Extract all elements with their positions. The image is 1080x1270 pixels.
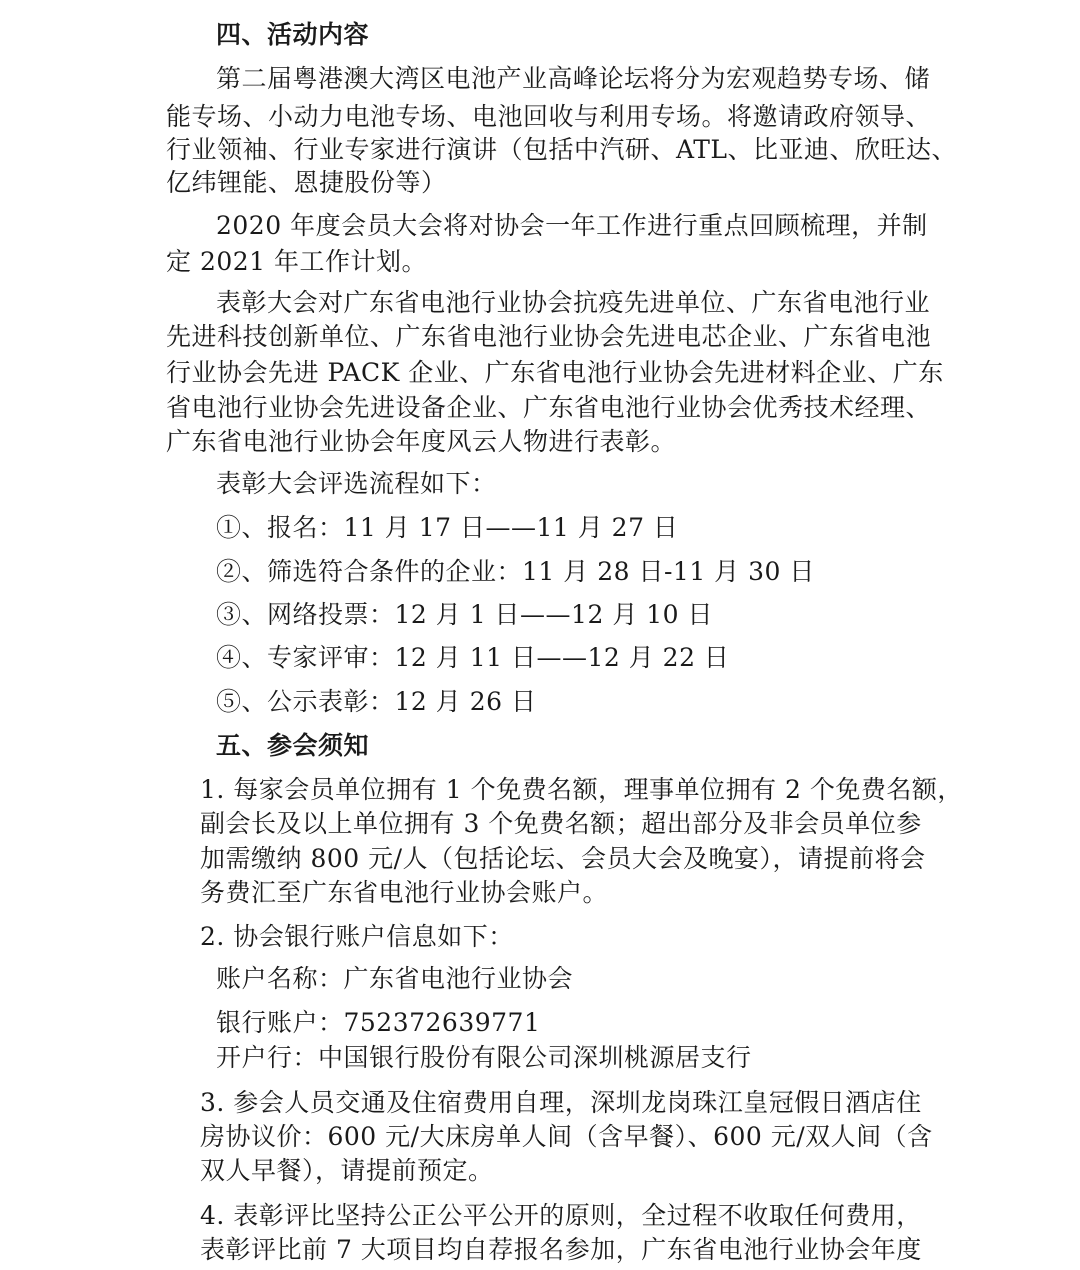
process-step: ①、报名：11 月 17 日——11 月 27 日 xyxy=(216,513,679,542)
notice-item-line: 加需缴纳 800 元/人（包括论坛、会员大会及晚宴），请提前将会 xyxy=(200,844,926,873)
account-number: 银行账户：752372639771 xyxy=(216,1008,541,1037)
process-step: ④、专家评审：12 月 11 日——12 月 22 日 xyxy=(216,643,730,672)
notice-item-line: 务费汇至广东省电池行业协会账户。 xyxy=(200,878,609,907)
paragraph-line: 表彰大会对广东省电池行业协会抗疫先进单位、广东省电池行业 xyxy=(216,288,931,317)
paragraph-line: 省电池行业协会先进设备企业、广东省电池行业协会优秀技术经理、 xyxy=(166,393,932,422)
paragraph-line: 亿纬锂能、恩捷股份等） xyxy=(166,168,447,197)
process-step: ②、筛选符合条件的企业：11 月 28 日-11 月 30 日 xyxy=(216,557,815,586)
paragraph-line: 定 2021 年工作计划。 xyxy=(166,247,428,276)
notice-item-line: 1. 每家会员单位拥有 1 个免费名额，理事单位拥有 2 个免费名额， xyxy=(200,775,963,804)
bank-name: 开户行：中国银行股份有限公司深圳桃源居支行 xyxy=(216,1043,752,1072)
paragraph-line: 行业协会先进 PACK 企业、广东省电池行业协会先进材料企业、广东 xyxy=(166,358,944,387)
notice-item-line: 双人早餐），请提前预定。 xyxy=(200,1156,494,1185)
process-intro: 表彰大会评选流程如下： xyxy=(216,469,497,498)
section-heading-activities: 四、活动内容 xyxy=(216,20,370,49)
paragraph-line: 2020 年度会员大会将对协会一年工作进行重点回顾梳理，并制 xyxy=(216,211,928,240)
process-step: ⑤、公示表彰：12 月 26 日 xyxy=(216,687,537,716)
notice-item-line: 房协议价：600 元/大床房单人间（含早餐）、600 元/双人间（含 xyxy=(200,1122,933,1151)
account-name: 账户名称：广东省电池行业协会 xyxy=(216,964,574,993)
paragraph-line: 广东省电池行业协会年度风云人物进行表彰。 xyxy=(166,427,677,456)
notice-item-line: 副会长及以上单位拥有 3 个免费名额；超出部分及非会员单位参 xyxy=(200,809,922,838)
paragraph-line: 能专场、小动力电池专场、电池回收与利用专场。将邀请政府领导、 xyxy=(166,102,932,131)
notice-item-line: 3. 参会人员交通及住宿费用自理，深圳龙岗珠江皇冠假日酒店住 xyxy=(200,1088,922,1117)
paragraph-line: 行业领袖、行业专家进行演讲（包括中汽研、ATL、比亚迪、欣旺达、 xyxy=(166,135,957,164)
paragraph-line: 第二届粤港澳大湾区电池产业高峰论坛将分为宏观趋势专场、储 xyxy=(216,64,931,93)
notice-item-line: 4. 表彰评比坚持公正公平公开的原则，全过程不收取任何费用， xyxy=(200,1201,922,1230)
paragraph-line: 先进科技创新单位、广东省电池行业协会先进电芯企业、广东省电池 xyxy=(166,322,932,351)
section-heading-notice: 五、参会须知 xyxy=(216,731,370,760)
notice-item-line: 2. 协会银行账户信息如下： xyxy=(200,922,514,951)
process-step: ③、网络投票：12 月 1 日——12 月 10 日 xyxy=(216,600,714,629)
notice-item-line: 表彰评比前 7 大项目均自荐报名参加，广东省电池行业协会年度 xyxy=(200,1235,922,1264)
